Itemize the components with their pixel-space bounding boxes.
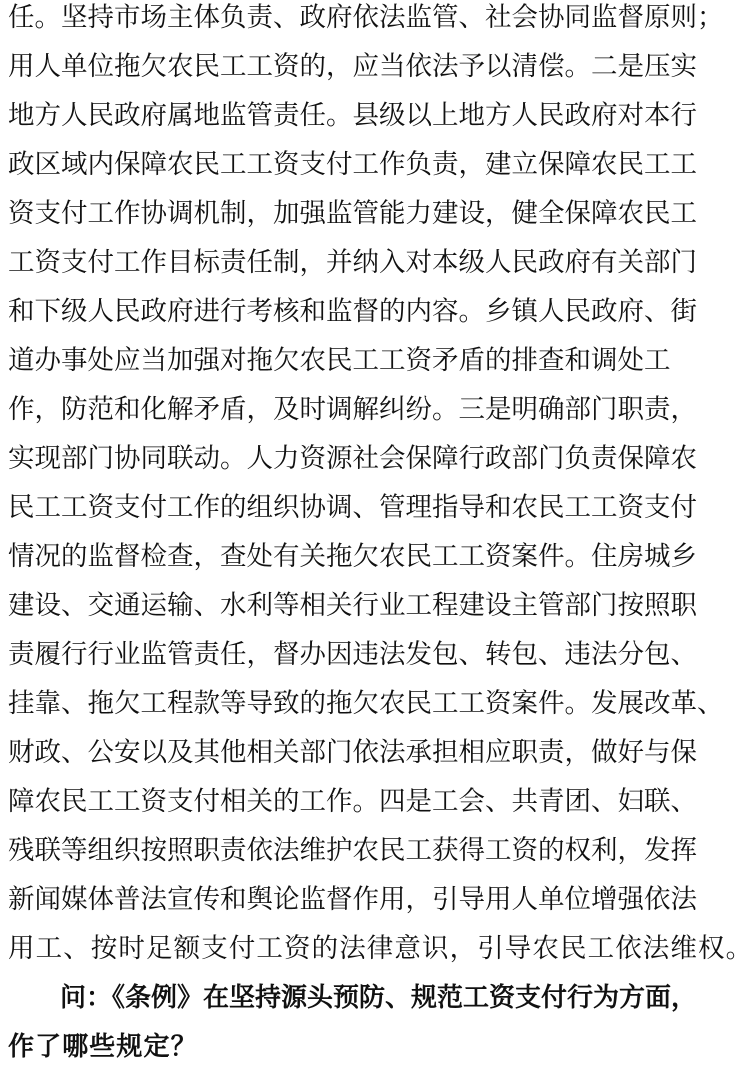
text-line: 政区域内保障农民工工资支付工作负责，建立保障农民工工 [8,149,697,180]
text-line: 道办事处应当加强对拖欠农民工工资矛盾的排查和调处工 [8,345,671,376]
text-line: 实现部门协同联动。人力资源社会保障行政部门负责保障农 [8,443,697,474]
text-line: 情况的监督检查，查处有关拖欠农民工工资案件。住房城乡 [8,541,697,572]
text-line: 责履行行业监管责任，督办因违法发包、转包、违法分包、 [8,639,697,670]
text-line: 残联等组织按照职责依法维护农民工获得工资的权利，发挥 [8,835,697,866]
text-line: 建设、交通运输、水利等相关行业工程建设主管部门按照职 [8,590,697,621]
text-line: 财政、公安以及其他相关部门依法承担相应职责，做好与保 [8,737,697,768]
text-line: 挂靠、拖欠工程款等导致的拖欠农民工工资案件。发展改革、 [8,688,724,719]
text-line: 任。坚持市场主体负责、政府依法监管、社会协同监督原则； [8,2,724,33]
text-line: 用人单位拖欠农民工工资的，应当依法予以清偿。二是压实 [8,51,697,82]
text-line: 作，防范和化解矛盾，及时调解纠纷。三是明确部门职责， [8,394,697,425]
text-line: 工资支付工作目标责任制，并纳入对本级人民政府有关部门 [8,247,697,278]
text-line: 用工、按时足额支付工资的法律意识，引导农民工依法维权。 [8,933,753,964]
text-line: 障农民工工资支付相关的工作。四是工会、共青团、妇联、 [8,786,697,817]
text-line: 民工工资支付工作的组织协调、管理指导和农民工工资支付 [8,492,697,523]
text-line: 地方人民政府属地监管责任。县级以上地方人民政府对本行 [8,100,697,131]
text-line: 和下级人民政府进行考核和监督的内容。乡镇人民政府、街 [8,296,697,327]
text-line: 新闻媒体普法宣传和舆论监督作用，引导用人单位增强依法 [8,884,697,915]
question-heading-continued: 作了哪些规定？ [8,1032,198,1062]
question-heading: 问：《条例》在坚持源头预防、规范工资支付行为方面， [60,983,698,1013]
text-line: 资支付工作协调机制，加强监管能力建设，健全保障农民工 [8,198,697,229]
